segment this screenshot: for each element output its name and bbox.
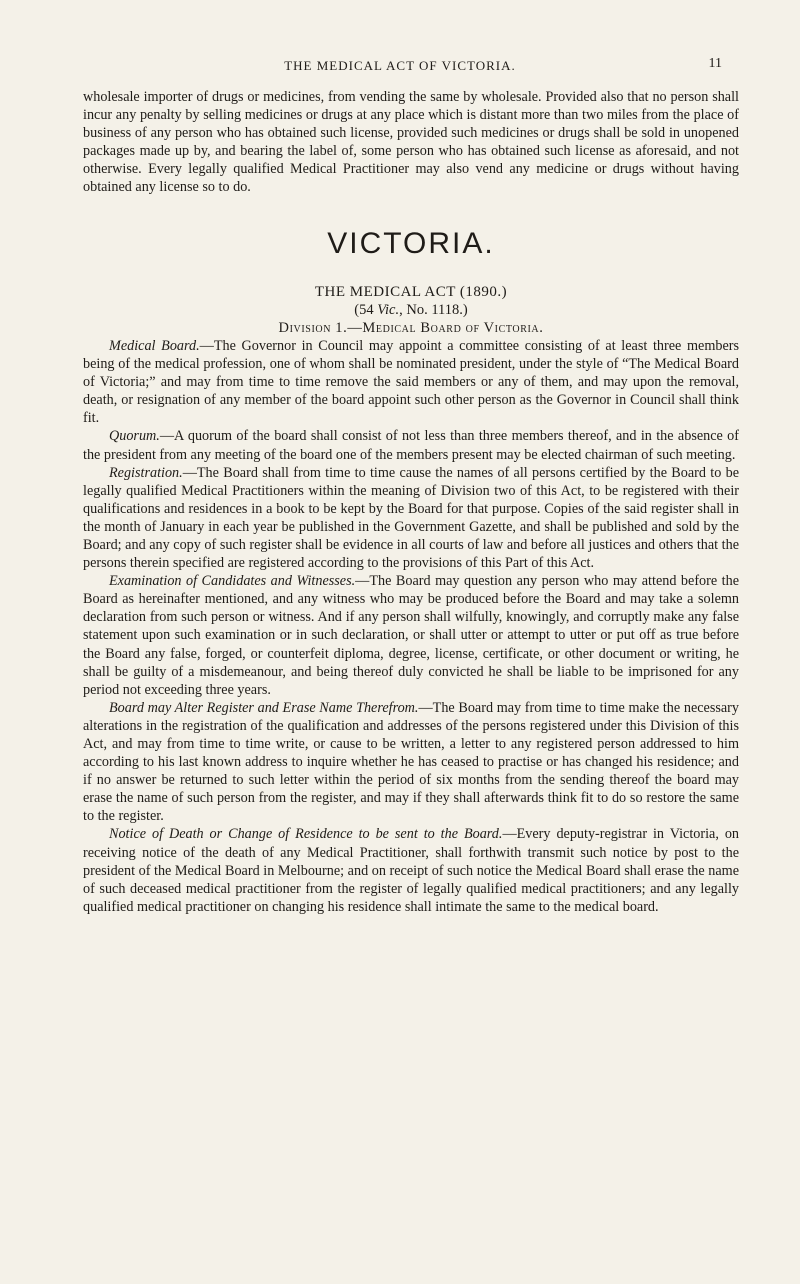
paragraph-medical-board: [83, 337, 739, 427]
paragraph-heading: Registration.: [109, 464, 183, 481]
paragraph-heading: Medical Board.: [109, 337, 200, 354]
act-number-italic: Vic.: [377, 301, 400, 318]
act-number-suffix: , No. 1118.): [399, 301, 468, 318]
paragraph-heading: Notice of Death or Change of Residence to be sent to the Board.: [109, 826, 503, 843]
paragraph-text: —The Board shall from time to time cause the names of all persons certified by the Board to be legally qualified Medical Practitioners within the meaning of Division two of this Act, to be registered with their qualifications and residences in a book to be kept by the Board for that purpose. Copies of the said register shall in the month of January in each year be published in the Government Gazette, and shall be published and sold by the Board; and any copy of such register shall be evidence in all courts of law and before all justices and others that the persons therein specified are registered according to the provisions of this Part of this Act.: [83, 464, 739, 572]
paragraph-text: —The Governor in Council may appoint a committee consisting of at least three members being of the medical profession, one of whom shall be nominated president, under the style of “The Medical Board of Victoria;” and may from time to time remove the said members or any of them, and may upon the removal, death, or resignation of any member of the board appoint such other person as the Governor in Council shall think fit.: [83, 337, 739, 427]
paragraph-text: —The Board may from time to time make the necessary alterations in the registration of the qualification and addresses of the persons registered under this Division of this Act, and may from time to time write, or cause to be written, a letter to any registered person addressed to him according to his last known address to inquire whether he has ceased to practise or has changed his residence; and if no answer be returned to such letter within the period of six months from the sending thereof the board may erase the name of such person from the register, and may if they shall afterwards think fit to do so restore the same to the register.: [83, 699, 739, 825]
page-number: 11: [708, 56, 722, 71]
division-heading: Division 1.—Medical Board of Victoria.: [278, 319, 544, 336]
paragraph-alter-register: [83, 699, 739, 826]
act-number-prefix: (54: [354, 301, 378, 318]
body-text: [83, 88, 739, 916]
intro-paragraph: wholesale importer of drugs or medicines, from vending the same by wholesale. Provided also that no person shall incur any penalty by selling medicines or drugs at any place which is distant more than two miles from the place of business of any person who has obtained such license, provided such medicines or drugs shall be sold in unopened packages made up by, and bearing the label of, some person who has obtained such license as aforesaid, and not otherwise. Every legally qualified Medical Practitioner may also vend any medicine or drugs without having obtained any license so to do.: [83, 89, 739, 196]
paragraph-heading: Quorum.: [109, 428, 160, 445]
paragraph-quorum: [83, 427, 739, 463]
act-title: THE MEDICAL ACT (1890.): [314, 283, 508, 300]
paragraph-text: —Every deputy-registrar in Victoria, on receiving notice of the death of any Medical Practitioner, shall forthwith transmit such notice by post to the president of the Medical Board in Melbourne; and on receipt of such notice the Medical Board shall erase the name of such deceased medical practitioner from the register of legally qualified medical practitioners; and any legally qualified medical practitioner on changing his residence shall intimate the same to the medical board.: [83, 826, 740, 915]
paragraph-notice-of-death: [83, 825, 739, 915]
paragraph-text: —A quorum of the board shall consist of not less than three members thereof, and in the absence of the president from any meeting of the board one of the members present may be elected chairman of such meeting.: [83, 428, 739, 463]
paragraph-heading: Examination of Candidates and Witnesses.: [109, 573, 356, 590]
paragraph-examination: [83, 572, 739, 699]
running-title: THE MEDICAL ACT OF VICTORIA.: [284, 58, 516, 73]
act-number: [83, 301, 739, 319]
section-heading: VICTORIA.: [327, 226, 495, 260]
paragraph-heading: Board may Alter Register and Erase Name Therefrom.: [109, 699, 419, 716]
paragraph-registration: [83, 464, 739, 573]
paragraph-text: —The Board may question any person who may attend before the Board as hereinafter mentioned, and any witness who may be produced before the Board and may take a solemn declaration from such person or witness. And if any person shall wilfully, knowingly, and corruptly make any false statement upon such examination or in such declaration, or shall utter or attempt to utter or put off as true before the Board any false, forged, or counterfeit diploma, degree, license, certificate, or other document or writing, he shall be guilty of a misdemeanour, and being thereof duly convicted he shall be liable to be imprisoned for any period not exceeding three years.: [83, 573, 739, 698]
